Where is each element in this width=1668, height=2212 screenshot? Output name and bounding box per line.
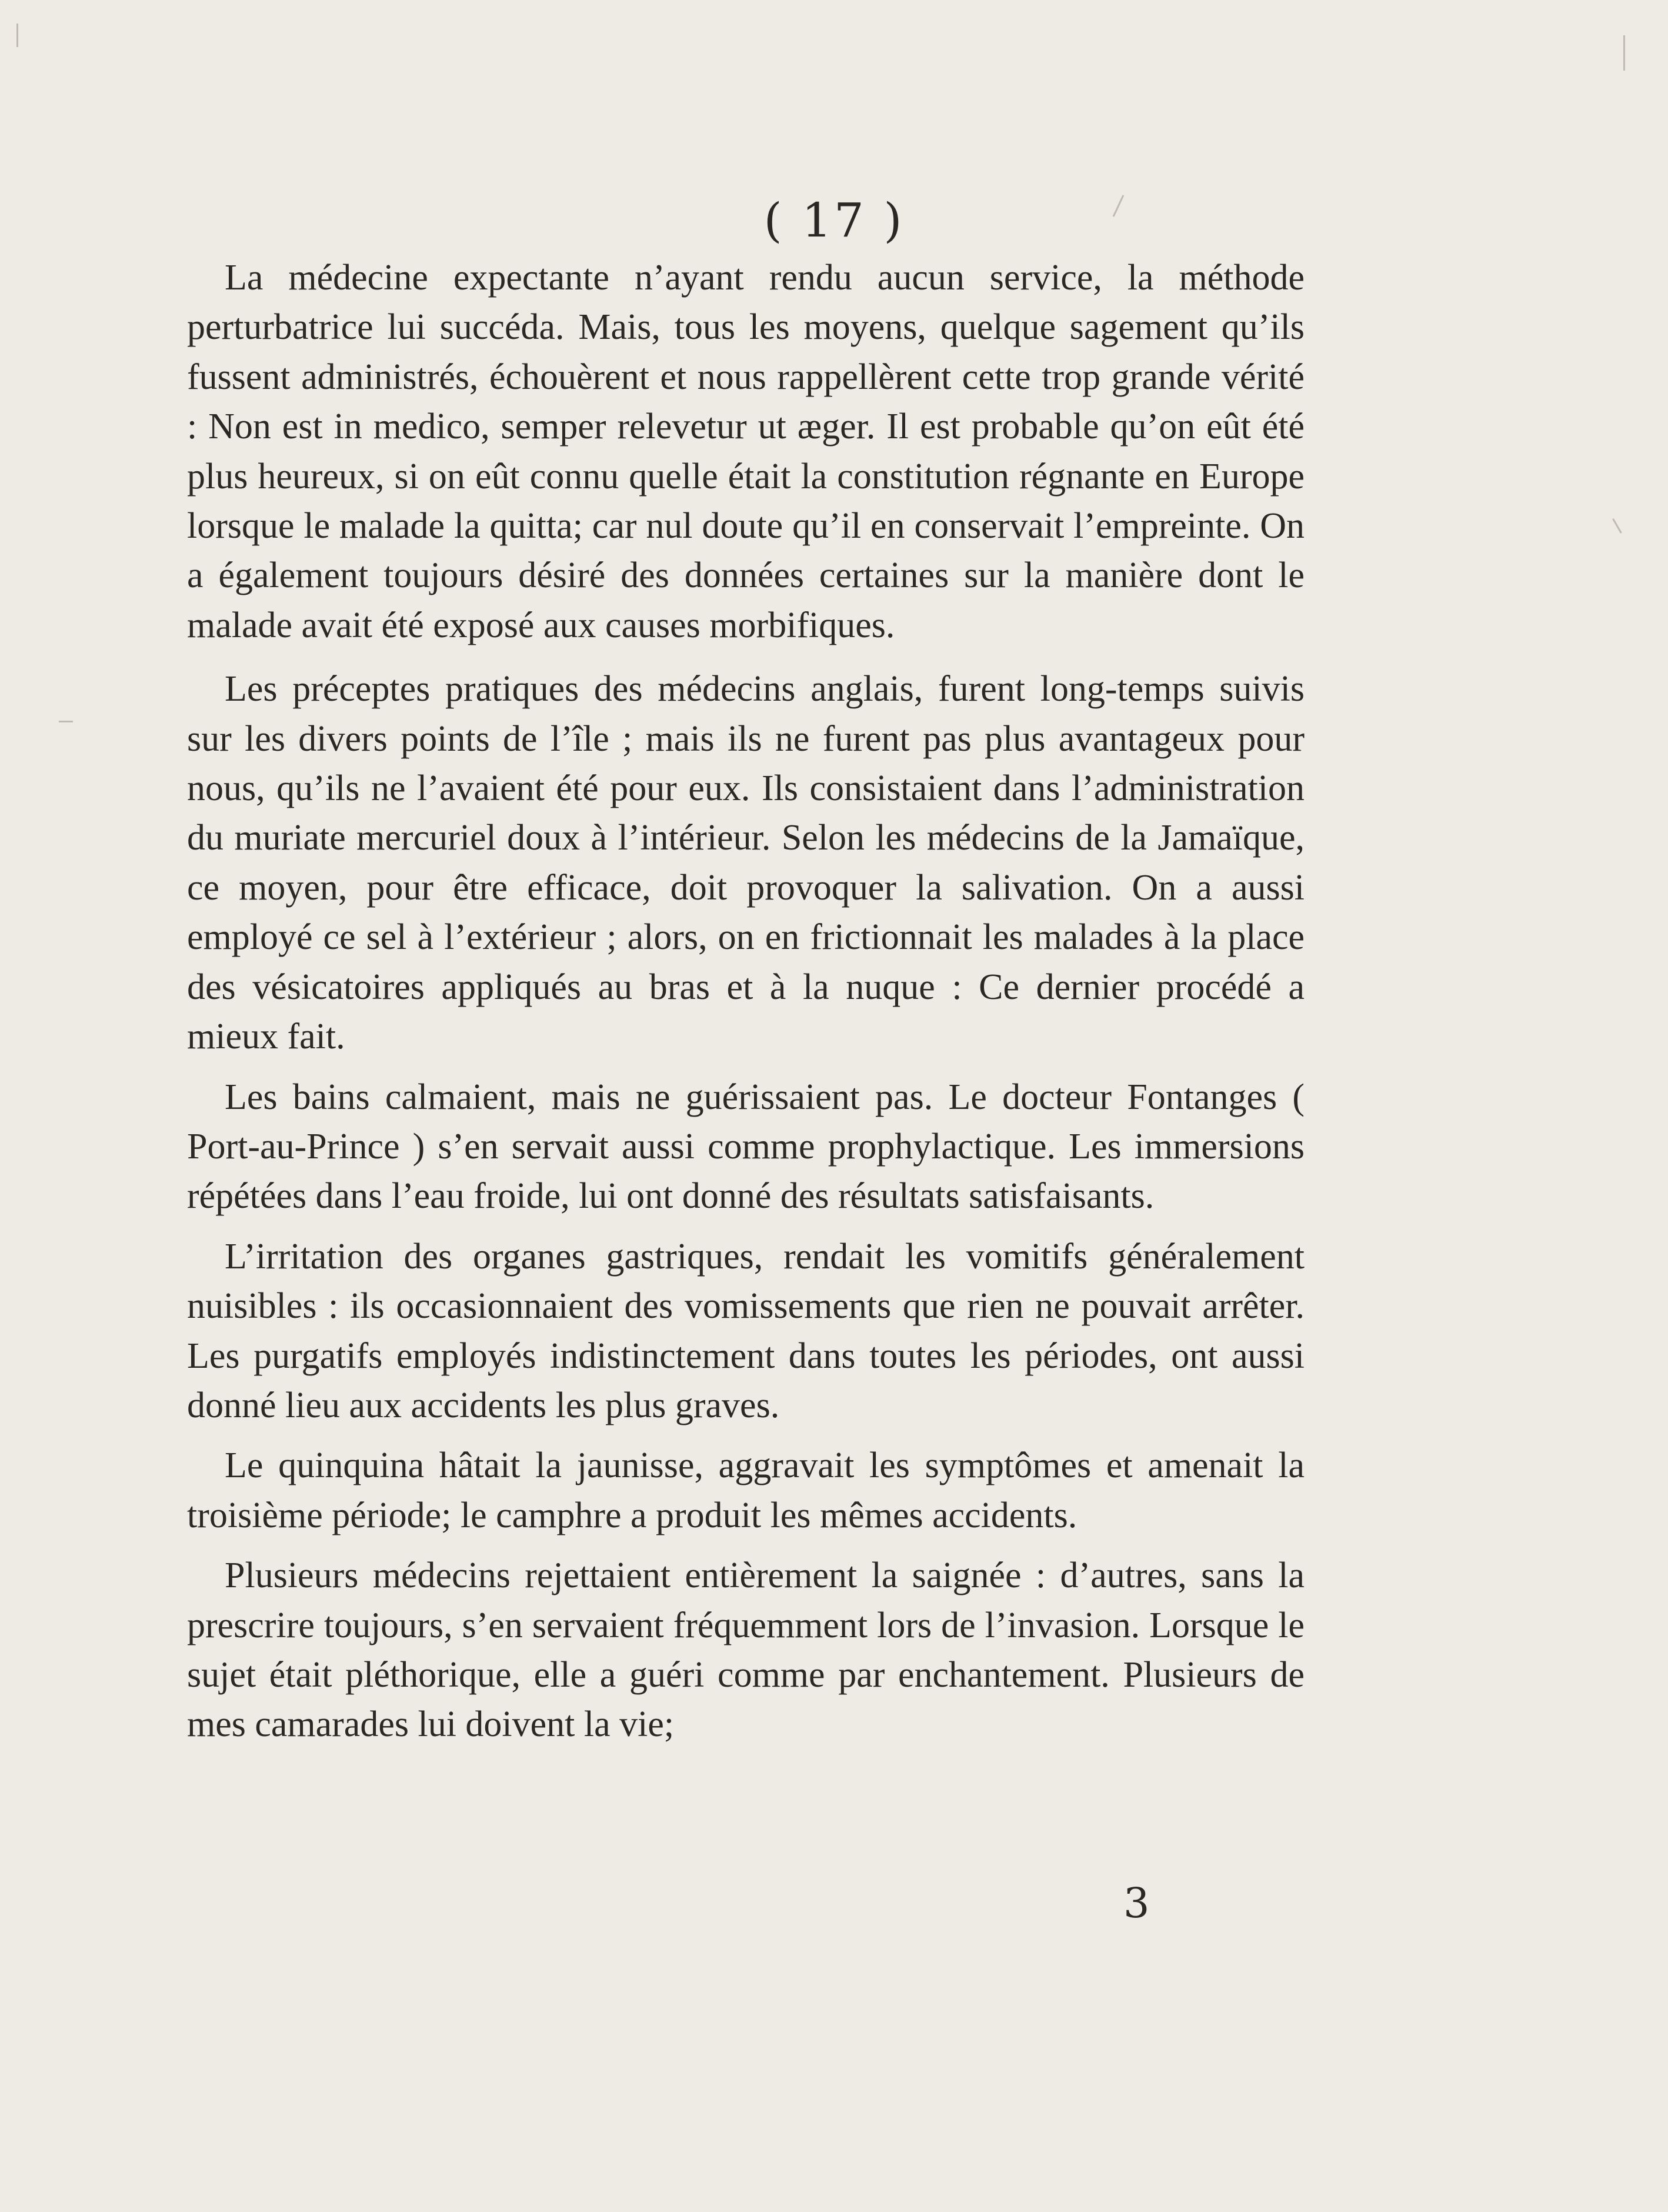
- paragraph-1: La médecine expectante n’ayant rendu aucun service, la méthode perturbatrice lui succéda. Mais, tous les moyens, quelque sagement qu’ils fussent administrés, échouèrent et nous rappellèrent cette trop grande vérité : Non est in medico, semper relevetur ut æger. Il est probable qu’on eût été plus heureux, si on eût connu quelle était la constitution régnante en Europe lorsque le malade la quitta; car nul doute qu’il en conservait l’empreinte. On a également toujours désiré des données certaines sur la manière dont le malade avait été exposé aux causes morbifiques.: [187, 258, 1305, 645]
- paper-speck: [1612, 518, 1622, 534]
- body-text: [187, 253, 1305, 1750]
- paper-speck: [59, 721, 73, 722]
- paragraph-3: Les bains calmaient, mais ne guérissaient pas. Le docteur Fontanges ( Port-au-Prince ) s’en servait aussi comme prophylactique. Les immersions répétées dans l’eau froide, lui ont donné des résultats satisfaisants.: [187, 1077, 1305, 1217]
- signature-mark: 3: [1123, 1879, 1150, 1927]
- paper-speck: [16, 24, 18, 47]
- paragraph-2: Les préceptes pratiques des médecins anglais, furent long-temps suivis sur les divers points de l’île ; mais ils ne furent pas plus avantageux pour nous, qu’ils ne l’avaient été pour eux. Ils consistaient dans l’administration du muriate mercuriel doux à l’intérieur. Selon les médecins de la Jamaïque, ce moyen, pour être efficace, doit provoquer la salivation. On a aussi employé ce sel à l’extérieur ; alors, on en frictionnait les malades à la place des vésicatoires appliqués au bras et à la nuque : Ce dernier procédé a mieux fait.: [187, 669, 1305, 1057]
- page-number: ( 17 ): [763, 193, 905, 248]
- paragraph-4: L’irritation des organes gastriques, rendait les vomitifs généralement nuisibles : ils occasionnaient des vomissements que rien ne pouvait arrêter. Les purgatifs employés indistinctement dans toutes les périodes, ont aussi donné lieu aux accidents les plus graves.: [187, 1236, 1305, 1425]
- paper-speck: [1623, 35, 1625, 71]
- paragraph-5: Le quinquina hâtait la jaunisse, aggravait les symptômes et amenait la troisième période; le camphre a produit les mêmes accidents.: [187, 1445, 1305, 1535]
- paragraph-6: Plusieurs médecins rejettaient entièrement la saignée : d’autres, sans la prescrire toujours, s’en servaient fréquemment lors de l’invasion. Lorsque le sujet était pléthorique, elle a guéri comme par enchantement. Plusieurs de mes camarades lui doivent la vie;: [187, 1555, 1305, 1745]
